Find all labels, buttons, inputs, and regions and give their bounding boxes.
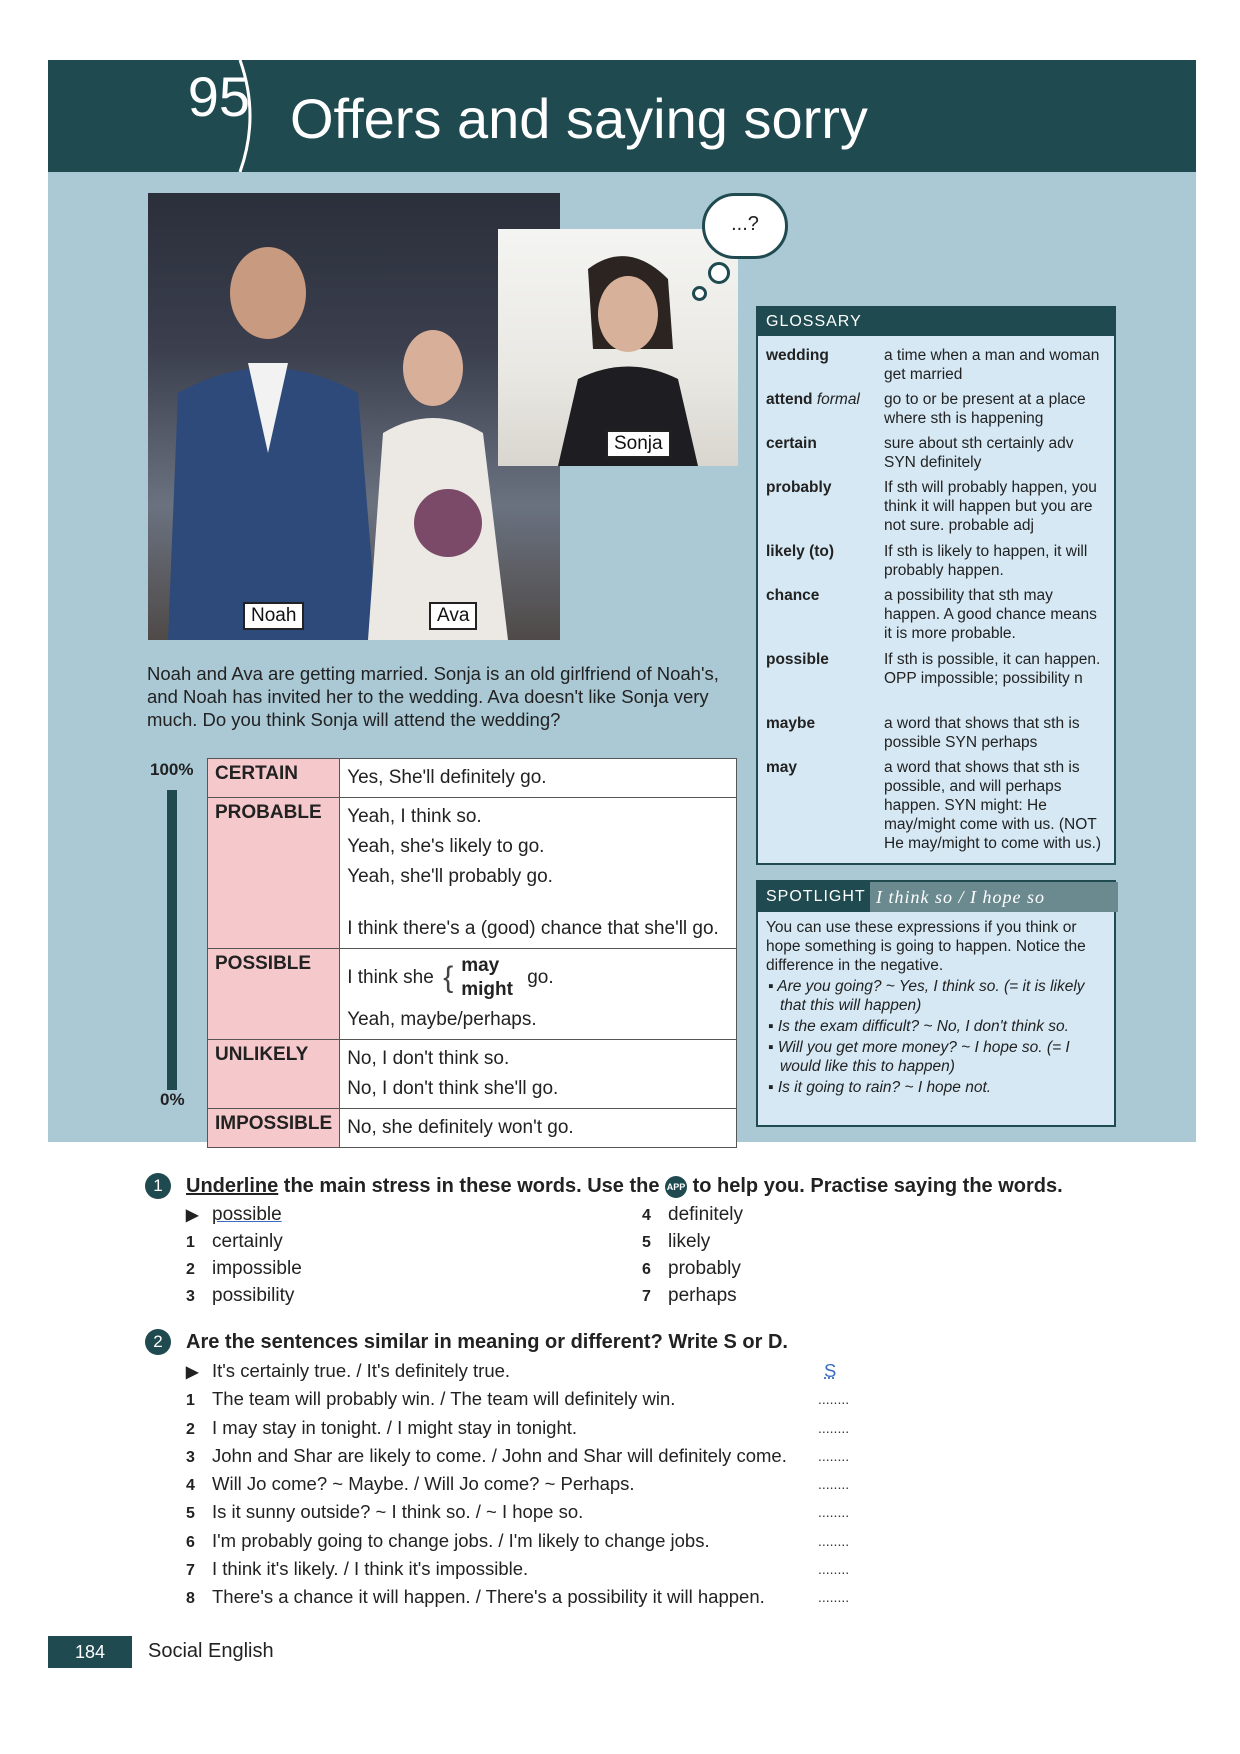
row-certain xyxy=(208,759,737,798)
example-certain: Yes, She'll definitely go. xyxy=(347,767,547,788)
word-item[interactable]: 5 likely xyxy=(642,1231,711,1252)
example-probable-1: Yeah, I think so. xyxy=(347,806,482,827)
scale-bottom-label: 0% xyxy=(160,1090,185,1109)
sentence-item: 3 John and Shar are likely to come. / John and Shar will definitely come. ........ xyxy=(186,1443,886,1471)
spotlight-label: SPOTLIGHT xyxy=(766,888,866,905)
word-item[interactable]: 2 impossible xyxy=(186,1258,302,1279)
exercise-1-number: 1 xyxy=(145,1173,171,1199)
word-item[interactable]: 7 perhaps xyxy=(642,1285,737,1306)
example-probable-2: Yeah, she's likely to go. xyxy=(347,836,545,857)
word-item[interactable]: 3 possibility xyxy=(186,1285,295,1306)
glossary-title: GLOSSARY xyxy=(758,308,1114,336)
header-divider xyxy=(234,56,264,176)
example-impossible: No, she definitely won't go. xyxy=(347,1117,574,1138)
label-certain: CERTAIN xyxy=(208,759,340,798)
row-unlikely xyxy=(208,1040,737,1109)
brace-icon: { xyxy=(443,961,454,994)
certainty-scale-bar xyxy=(167,790,177,1090)
answer-field[interactable]: ........ xyxy=(818,1476,850,1493)
example-possible-2: Yeah, maybe/perhaps. xyxy=(347,1009,537,1030)
example-probable-3: Yeah, she'll probably go. xyxy=(347,866,553,887)
example-possible-1: I think she { may might go. xyxy=(347,955,554,1000)
answer-field[interactable]: ........ xyxy=(818,1447,850,1464)
scale-top-label: 100% xyxy=(150,760,194,779)
word-item[interactable]: 1 certainly xyxy=(186,1231,283,1252)
name-tag-ava: Ava xyxy=(429,602,477,630)
spotlight-body: You can use these expressions if you think or hope something is going to happen. Notice the difference in the negative. xyxy=(766,919,1086,974)
spotlight-box xyxy=(756,880,1116,1127)
thought-bubble: ...? xyxy=(702,193,788,259)
glossary-box: GLOSSARY wedding a time when a man and woman get married attend formal go to or be present at a place where sth is happening certain sure about sth certainly adv SYN definitely probably If sth will probably happen, you think it will happen but you are not sure. probable adj likely (to) If sth is likely to happen, it will probably happen. chance a possibility that sth may happen. A good chance means it is more probable. possible If sth is possible, it can happen. OPP impossible; possibility n maybe a word that shows that sth is possible SYN perhaps may a word that shows that sth is possible, and will perhaps happen. SYN might: He may/might come with us. (NOT He may/might to come with us.) xyxy=(756,306,1116,865)
exercise-1-right-list xyxy=(642,1202,743,1310)
name-tag-sonja: Sonja xyxy=(606,430,671,458)
spotlight-item: ▪ Are you going? ~ Yes, I think so. (= it is likely that this will happen) xyxy=(768,978,1085,1014)
sentence-item: 8 There's a chance it will happen. / There's a possibility it will happen. ........ xyxy=(186,1584,886,1612)
app-icon: APP xyxy=(665,1176,687,1198)
answer-field[interactable]: ........ xyxy=(818,1504,850,1521)
page-number: 184 xyxy=(48,1636,132,1668)
label-unlikely: UNLIKELY xyxy=(208,1040,340,1109)
label-probable: PROBABLE xyxy=(208,798,340,949)
spotlight-item: ▪ Is it going to rain? ~ I hope not. xyxy=(768,1079,992,1096)
row-possible xyxy=(208,949,737,1040)
label-impossible: IMPOSSIBLE xyxy=(208,1109,340,1148)
answer-field[interactable]: ........ xyxy=(818,1391,850,1408)
exercise-1-left-list xyxy=(186,1202,302,1310)
example-unlikely-1: No, I don't think so. xyxy=(347,1048,510,1069)
thought-dot-small xyxy=(692,286,707,301)
exercise-2-list xyxy=(186,1358,886,1613)
unit-title: Offers and saying sorry xyxy=(290,87,868,150)
word-item: ▶ possible xyxy=(186,1204,282,1225)
sentence-item: 4 Will Jo come? ~ Maybe. / Will Jo come? ~ Perhaps. ........ xyxy=(186,1471,886,1499)
label-possible: POSSIBLE xyxy=(208,949,340,1040)
sentence-item: ▶ It's certainly true. / It's definitely true. S xyxy=(186,1358,886,1386)
answer-field: S xyxy=(824,1360,837,1381)
row-probable xyxy=(208,798,737,949)
answer-field[interactable]: ........ xyxy=(818,1589,850,1606)
answer-field[interactable]: ........ xyxy=(818,1532,850,1549)
sentence-item: 7 I think it's likely. / I think it's impossible. ........ xyxy=(186,1556,886,1584)
answer-field[interactable]: ........ xyxy=(818,1561,850,1578)
sentence-item: 1 The team will probably win. / The team will definitely win. ........ xyxy=(186,1386,886,1414)
exercise-2-number: 2 xyxy=(145,1329,171,1355)
spotlight-title: I think so / I hope so xyxy=(870,882,1118,912)
word-item[interactable]: 6 probably xyxy=(642,1258,741,1279)
intro-text: Noah and Ava are getting married. Sonja is an old girlfriend of Noah's, and Noah has invited her to the wedding. Ava doesn't like Sonja very much. Do you think Sonja will attend the wedding? xyxy=(147,663,719,730)
exercise-2-heading: Are the sentences similar in meaning or different? Write S or D. xyxy=(186,1331,788,1353)
word-item[interactable]: 4 definitely xyxy=(642,1204,743,1225)
spotlight-item: ▪ Will you get more money? ~ I hope so. (= I would like this to happen) xyxy=(768,1039,1070,1075)
example-unlikely-2: No, I don't think she'll go. xyxy=(347,1078,559,1099)
example-probable-4: I think there's a (good) chance that she'll go. xyxy=(347,918,719,939)
sentence-item: 5 Is it sunny outside? ~ I think so. / ~ I hope so. ........ xyxy=(186,1499,886,1527)
unit-number: 95 xyxy=(187,65,250,128)
name-tag-noah: Noah xyxy=(243,602,304,630)
answer-field[interactable]: ........ xyxy=(818,1419,850,1436)
sentence-item: 2 I may stay in tonight. / I might stay in tonight. ........ xyxy=(186,1415,886,1443)
sentence-item: 6 I'm probably going to change jobs. / I'm likely to change jobs. ........ xyxy=(186,1528,886,1556)
spotlight-item: ▪ Is the exam difficult? ~ No, I don't think so. xyxy=(768,1018,1069,1035)
certainty-table xyxy=(207,758,737,1148)
thought-dot-large xyxy=(708,262,730,284)
section-name: Social English xyxy=(148,1640,274,1662)
exercise-1-heading: Underline the main stress in these words. Use the APP to help you. Practise saying the words. xyxy=(186,1175,1063,1197)
row-impossible xyxy=(208,1109,737,1148)
